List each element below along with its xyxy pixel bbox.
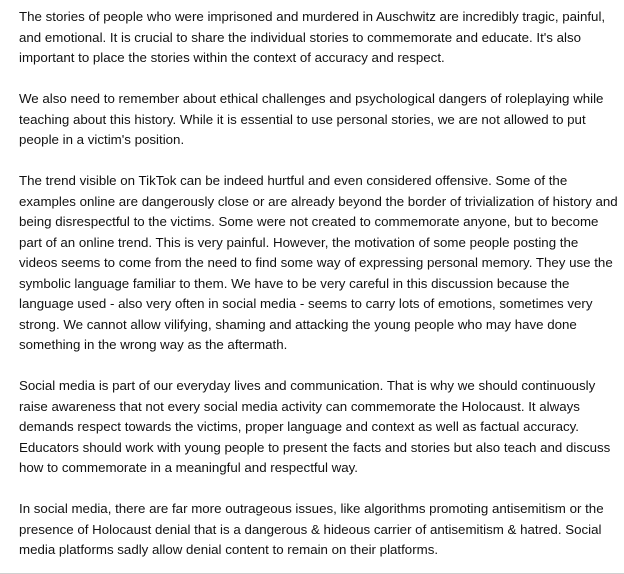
paragraph-auschwitz-stories: The stories of people who were imprisoned and murdered in Auschwitz are incredibly tragic, painful, and emotional. It is crucial to share the individual stories to commemorate and educate. It's also important to place the stories within the context of accuracy and respect. bbox=[19, 9, 606, 65]
paragraph-tiktok-trend: The trend visible on TikTok can be indeed hurtful and even considered offensive. Some of the examples online are dangerously close or are already beyond the border of trivialization of history and being disrespectful to the victims. Some were not created to commemorate anyone, but to become part of an online trend. This is very painful. However, the motivation of some people posting the videos seems to come from the need to find some way of expressing personal memory. They use the symbolic language familiar to them. We have to be very careful in this discussion because the language used - also very often in social media - seems to carry lots of emotions, sometimes very strong. We cannot allow vilifying, shaming and attacking the young people who may have done something in the wrong way as the aftermath. bbox=[19, 173, 618, 352]
paragraph-ethical-challenges: We also need to remember about ethical challenges and psychological dangers of roleplaying while teaching about this history. While it is essential to use personal stories, we are not allowed to put people in a victim's position. bbox=[19, 91, 604, 147]
paragraph-outrageous-issues: In social media, there are far more outrageous issues, like algorithms promoting antisemitism or the presence of Holocaust denial that is a dangerous & hideous carrier of antisemitism & hatred. Social media platforms sadly allow denial content to remain on their platforms. bbox=[19, 501, 604, 557]
paragraph-social-media-awareness: Social media is part of our everyday lives and communication. That is why we should continuously raise awareness that not every social media activity can commemorate the Holocaust. It always demands respect towards the victims, proper language and context as well as factual accuracy. Educators should work with young people to present the facts and stories but also teach and discuss how to commemorate in a meaningful and respectful way. bbox=[19, 378, 611, 475]
